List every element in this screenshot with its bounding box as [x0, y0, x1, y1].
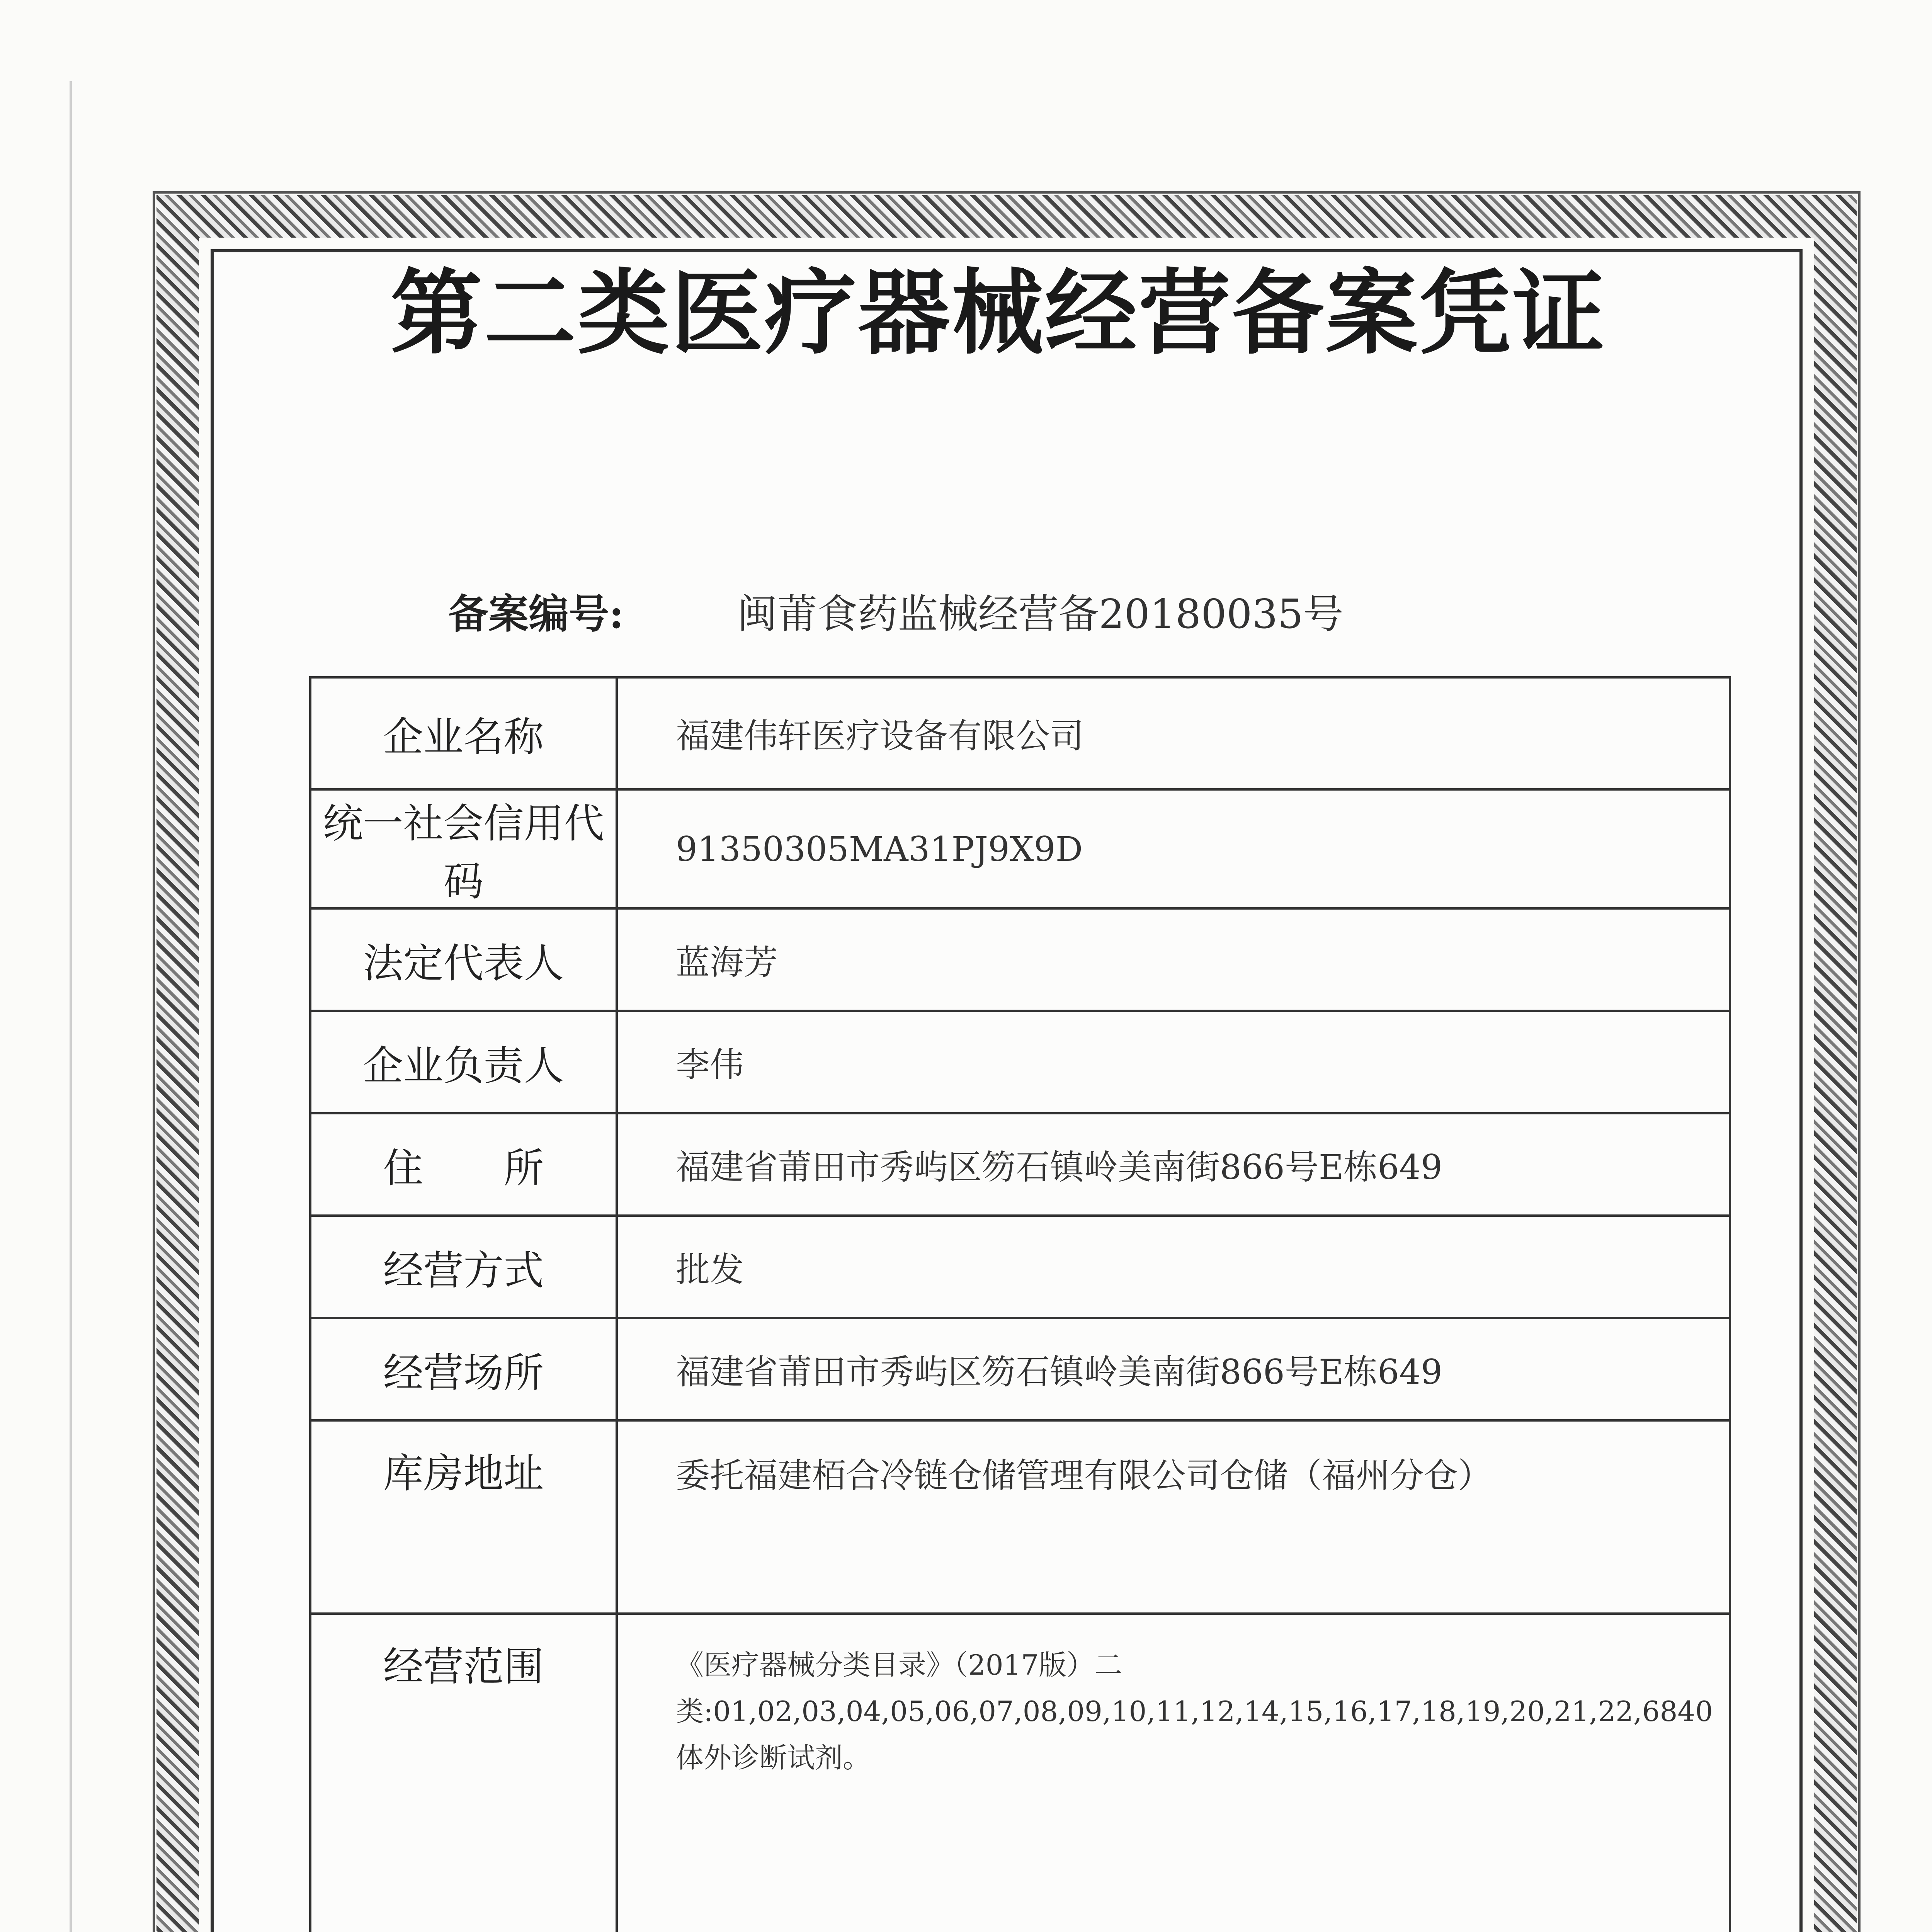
field-label: 统一社会信用代码 — [310, 789, 617, 908]
info-table — [309, 676, 1731, 1932]
business-scope-text: 《医疗器械分类目录》（2017版）二类:01,02,03,04,05,06,07,08,09,10,11,12,14,15,16,17,18,19,20,21,22,6840体外诊断试剂。 — [675, 1649, 1713, 1774]
certificate-title: 第二类医疗器械经营备案凭证 — [390, 259, 1606, 367]
record-number-value: 闽莆食药监械经营备20180035号 — [737, 590, 1344, 638]
field-value-credit-code: 91350305MA31PJ9X9D — [617, 789, 1730, 908]
field-value-warehouse: 委托福建栢合冷链仓储管理有限公司仓储（福州分仓） — [617, 1420, 1730, 1614]
table-row — [310, 1216, 1730, 1318]
field-value-business-mode: 批发 — [617, 1216, 1730, 1318]
table-row — [310, 677, 1730, 789]
table-row — [310, 1614, 1730, 1932]
field-value-legal-rep: 蓝海芳 — [617, 908, 1730, 1011]
record-number-label: 备案编号: — [448, 590, 624, 638]
field-value-business-premises: 福建省莆田市秀屿区笏石镇岭美南街866号E栋649 — [617, 1318, 1730, 1420]
field-value-residence: 福建省莆田市秀屿区笏石镇岭美南街866号E栋649 — [617, 1113, 1730, 1216]
field-value-business-scope — [617, 1614, 1730, 1932]
field-label: 经营范围 — [310, 1614, 617, 1932]
table-row — [310, 1420, 1730, 1614]
field-label: 企业名称 — [310, 677, 617, 789]
table-row — [310, 789, 1730, 908]
table-row — [310, 1113, 1730, 1216]
table-row — [310, 908, 1730, 1011]
field-value-principal: 李伟 — [617, 1011, 1730, 1113]
field-label: 经营场所 — [310, 1318, 617, 1420]
field-label: 库房地址 — [310, 1420, 617, 1614]
field-label: 企业负责人 — [310, 1011, 617, 1113]
field-value-company-name: 福建伟轩医疗设备有限公司 — [617, 677, 1730, 789]
field-label: 住 所 — [310, 1113, 617, 1216]
table-row — [310, 1011, 1730, 1113]
table-row — [310, 1318, 1730, 1420]
record-number — [448, 582, 1344, 639]
field-label: 经营方式 — [310, 1216, 617, 1318]
field-label: 法定代表人 — [310, 908, 617, 1011]
